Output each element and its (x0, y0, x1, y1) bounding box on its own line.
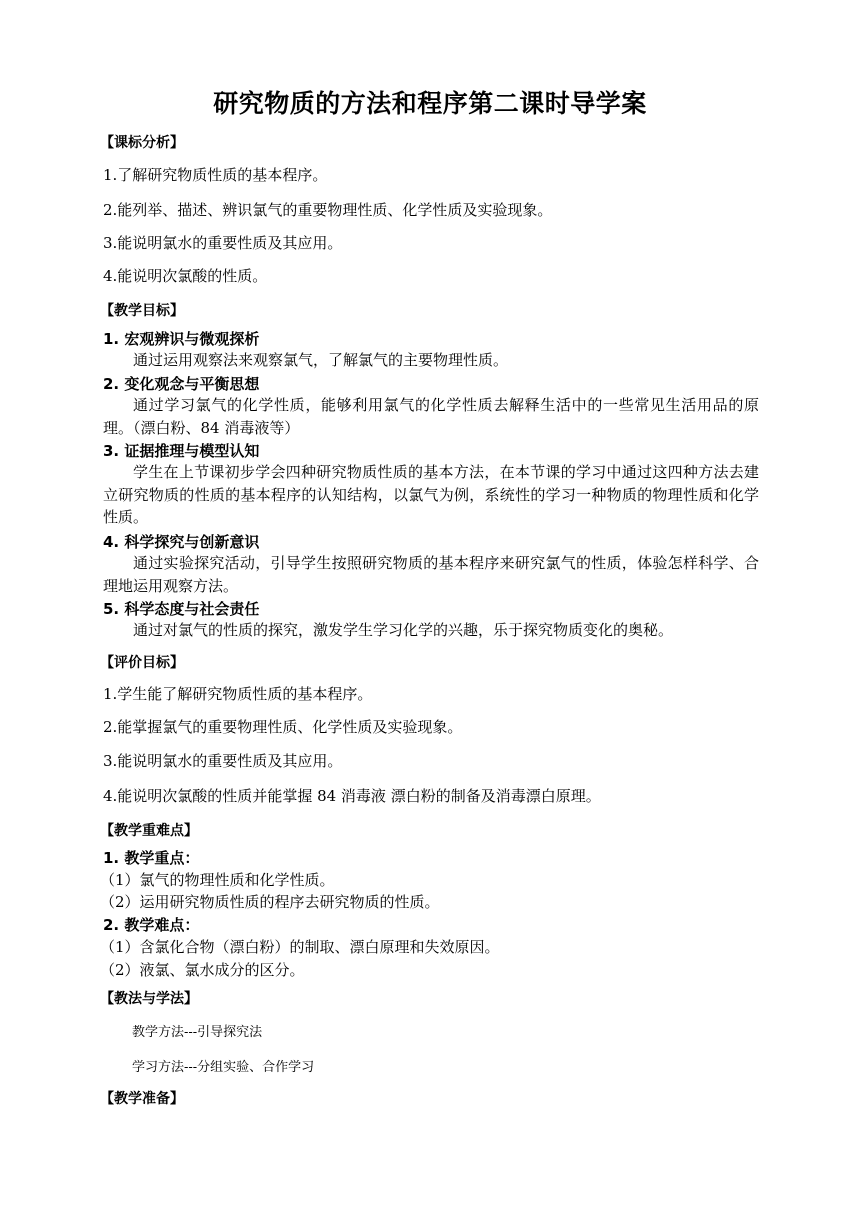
curriculum-item-3: 3.能说明氯水的重要性质及其应用。 (103, 234, 343, 252)
difficulty-item-2: （2）液氯、氯水成分的区分。 (100, 961, 305, 979)
curriculum-item-2: 2.能列举、描述、辨识氯气的重要物理性质、化学性质及实验现象。 (103, 201, 553, 219)
section-heading-goals: 【教学目标】 (100, 303, 184, 319)
evaluation-item-2: 2.能掌握氯气的重要物理性质、化学性质及实验现象。 (103, 718, 463, 736)
evaluation-item-1: 1.学生能了解研究物质性质的基本程序。 (103, 685, 373, 703)
learning-method: 学习方法---分组实验、合作学习 (132, 1060, 315, 1075)
goal-2-title: 2. 变化观念与平衡思想 (103, 375, 260, 393)
teaching-method: 教学方法---引导探究法 (132, 1025, 263, 1040)
evaluation-item-4: 4.能说明次氯酸的性质并能掌握 84 消毒液 漂白粉的制备及消毒漂白原理。 (103, 787, 601, 805)
curriculum-item-4: 4.能说明次氯酸的性质。 (103, 267, 268, 285)
focus-item-2: （2）运用研究物质性质的程序去研究物质的性质。 (100, 893, 440, 911)
section-heading-methods: 【教法与学法】 (100, 991, 198, 1007)
goal-4-text: 通过实验探究活动，引导学生按照研究物质的基本程序来研究氯气的性质，体验怎样科学、合理地运用观察方法。 (103, 554, 759, 595)
focus-item-1: （1）氯气的物理性质和化学性质。 (100, 871, 335, 889)
goal-5-text: 通过对氯气的性质的探究，激发学生学习化学的兴趣，乐于探究物质变化的奥秘。 (133, 621, 674, 639)
goal-3-title: 3. 证据推理与模型认知 (103, 442, 260, 460)
curriculum-item-1: 1.了解研究物质性质的基本程序。 (103, 166, 328, 184)
section-heading-keypoints: 【教学重难点】 (100, 823, 198, 839)
section-heading-evaluation: 【评价目标】 (100, 655, 184, 671)
goal-1-text: 通过运用观察法来观察氯气，了解氯气的主要物理性质。 (133, 351, 509, 369)
page-title: 研究物质的方法和程序第二课时导学案 (213, 89, 647, 118)
goal-5-title: 5. 科学态度与社会责任 (103, 600, 260, 618)
difficulty-item-1: （1）含氯化合物（漂白粉）的制取、漂白原理和失效原因。 (100, 938, 500, 956)
focus-title: 1. 教学重点： (103, 849, 200, 867)
difficulty-title: 2. 教学难点： (103, 916, 200, 934)
goal-1-title: 1. 宏观辨识与微观探析 (103, 330, 260, 348)
goal-2-text: 通过学习氯气的化学性质，能够利用氯气的化学性质去解释生活中的一些常见生活用品的原理。（漂白粉、84 消毒液等） (103, 396, 759, 437)
evaluation-item-3: 3.能说明氯水的重要性质及其应用。 (103, 752, 343, 770)
section-heading-preparation: 【教学准备】 (100, 1091, 184, 1107)
goal-3-text: 学生在上节课初步学会四种研究物质性质的基本方法，在本节课的学习中通过这四种方法去建立研究物质的性质的基本程序的认知结构，以氯气为例，系统性的学习一种物质的物理性质和化学性质。 (103, 463, 759, 526)
goal-4-title: 4. 科学探究与创新意识 (103, 533, 260, 551)
section-heading-curriculum: 【课标分析】 (100, 135, 184, 151)
